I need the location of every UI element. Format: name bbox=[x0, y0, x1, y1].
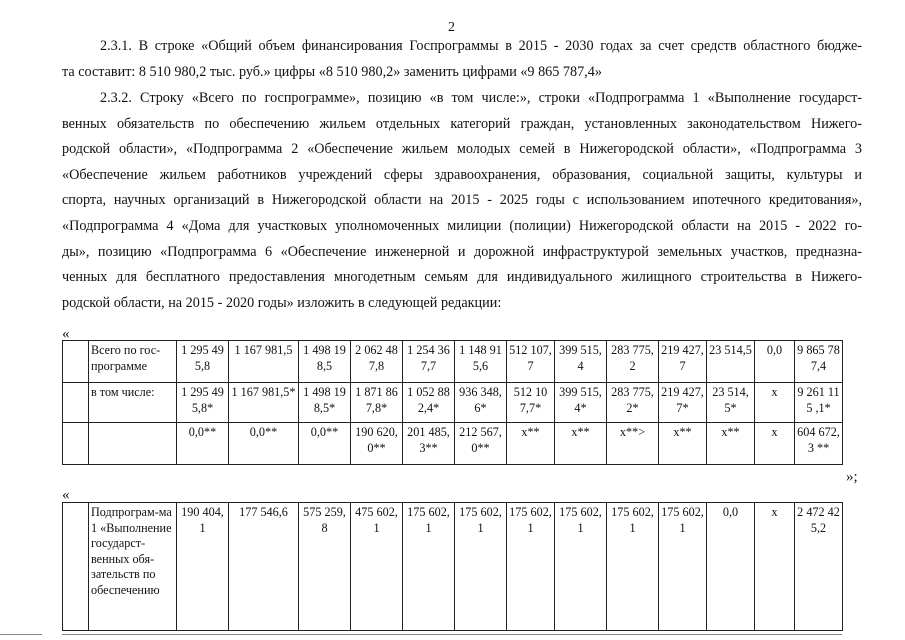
table-cell: 1 295 495,8* bbox=[177, 383, 229, 423]
table-cell: 201 485, 3** bbox=[403, 423, 455, 465]
table-cell: 936 348, 6* bbox=[455, 383, 507, 423]
text-line: 2.3.2. Строку «Всего по госпрограмме», позицию «в том числе:», строки «Подпрограмма 1 «Выполнение государст- bbox=[100, 90, 862, 106]
table-cell: 23 514,5 bbox=[707, 341, 755, 383]
table-cell: 1 498 198,5 bbox=[299, 341, 351, 383]
table-cell: 175 602,1 bbox=[507, 503, 555, 631]
financing-table-subprogram bbox=[62, 502, 843, 631]
table-cell: 190 620,0** bbox=[351, 423, 403, 465]
table-cell: 1 148 915,6 bbox=[455, 341, 507, 383]
table-cell: 175 602,1 bbox=[403, 503, 455, 631]
row-label-cell bbox=[89, 423, 177, 465]
table-cell: 1 167 981,5* bbox=[229, 383, 299, 423]
table-cell: 1 498 19 8,5* bbox=[299, 383, 351, 423]
table-cell: x bbox=[755, 383, 795, 423]
open-quote-2: « bbox=[62, 487, 70, 503]
text-line: ченных для бесплатного предоставления многодетным семьям для индивидуального жилищного строительства в Нижего- bbox=[62, 269, 862, 286]
table-cell: 0,0 bbox=[755, 341, 795, 383]
table-cell: 219 427, 7* bbox=[659, 383, 707, 423]
financing-table-totals bbox=[62, 340, 843, 465]
row-label-cell: Подпрограм-ма 1 «Выполнение государст-венных обя-зательств по обеспечению bbox=[89, 503, 177, 631]
text-line: «Обеспечение жильем работников учреждений сферы здравоохранения, образования, социальной защиты, культуры и bbox=[62, 166, 862, 183]
open-quote-1: « bbox=[62, 326, 70, 342]
table-cell: 0,0** bbox=[299, 423, 351, 465]
footer-rule bbox=[62, 634, 842, 635]
text-line: «Подпрограмма 4 «Дома для участковых уполномоченных милиции (полиции) Нижегородской области на 2015 - 2022 го- bbox=[62, 217, 862, 234]
table-row bbox=[63, 341, 843, 383]
table-cell: 175 602,1 bbox=[659, 503, 707, 631]
table-cell: 0,0** bbox=[177, 423, 229, 465]
table-cell: 190 404,1 bbox=[177, 503, 229, 631]
table-cell bbox=[63, 383, 89, 423]
table-row bbox=[63, 503, 843, 631]
table-cell: 1 254 367,7 bbox=[403, 341, 455, 383]
table-cell: 283 775,2 bbox=[607, 341, 659, 383]
table-cell bbox=[63, 503, 89, 631]
table-cell: 219 427,7 bbox=[659, 341, 707, 383]
table-cell: 512 10 7,7* bbox=[507, 383, 555, 423]
table-cell: x bbox=[755, 503, 795, 631]
table-cell: 177 546,6 bbox=[229, 503, 299, 631]
table-cell: 1 052 88 2,4* bbox=[403, 383, 455, 423]
table-cell: x bbox=[755, 423, 795, 465]
table-cell: 2 472 425,2 bbox=[795, 503, 843, 631]
page-number: 2 bbox=[448, 20, 455, 35]
table-cell: 23 514, 5* bbox=[707, 383, 755, 423]
row-label-cell: в том числе: bbox=[89, 383, 177, 423]
table-cell: 475 602,1 bbox=[351, 503, 403, 631]
table-cell: 0,0 bbox=[707, 503, 755, 631]
table-cell: 399 515,4 bbox=[555, 341, 607, 383]
table-row bbox=[63, 383, 843, 423]
footer-rule bbox=[0, 634, 42, 635]
table-cell: 399 515, 4* bbox=[555, 383, 607, 423]
table-cell: 283 775, 2* bbox=[607, 383, 659, 423]
table-cell: x**> bbox=[607, 423, 659, 465]
table-cell: 212 567,0** bbox=[455, 423, 507, 465]
table-cell: 604 672,3 ** bbox=[795, 423, 843, 465]
table-cell: x** bbox=[555, 423, 607, 465]
table-cell: 575 259,8 bbox=[299, 503, 351, 631]
table-cell: 175 602,1 bbox=[607, 503, 659, 631]
table-cell: 512 107,7 bbox=[507, 341, 555, 383]
text-line: родской области, на 2015 - 2020 годы» изложить в следующей редакции: bbox=[62, 294, 502, 311]
table-row bbox=[63, 423, 843, 465]
close-quote: »; bbox=[846, 469, 858, 485]
paragraph-2-3-2 bbox=[62, 86, 862, 316]
table-cell: 175 602,1 bbox=[555, 503, 607, 631]
table-cell: x** bbox=[507, 423, 555, 465]
table-cell: x** bbox=[659, 423, 707, 465]
table-cell: 0,0** bbox=[229, 423, 299, 465]
table-cell: 2 062 487,8 bbox=[351, 341, 403, 383]
text-line: 2.3.1. В строке «Общий объем финансирования Госпрограммы в 2015 - 2030 годах за счет средств областного бюдже- bbox=[100, 38, 862, 54]
table-cell: 175 602,1 bbox=[455, 503, 507, 631]
table-cell: 9 865 787,4 bbox=[795, 341, 843, 383]
text-line: родской области», «Подпрограмма 2 «Обеспечение жильем молодых семей в Нижегородской области», «Подпрограмма 3 bbox=[62, 141, 862, 158]
row-label-cell: Всего по гос-программе bbox=[89, 341, 177, 383]
text-line: спорта, научных организаций в Нижегородской области на 2015 - 2025 годы с использованием ипотечного кредитования», bbox=[62, 192, 862, 209]
table-cell: x** bbox=[707, 423, 755, 465]
table-cell bbox=[63, 341, 89, 383]
table-cell: 1 295 495,8 bbox=[177, 341, 229, 383]
text-line: та составит: 8 510 980,2 тыс. руб.» цифры «8 510 980,2» заменить цифрами «9 865 787,4» bbox=[62, 63, 602, 80]
text-line: венных обязательств по обеспечению жильем отдельных категорий граждан, установленных законодательством Нижего- bbox=[62, 115, 862, 132]
table-cell: 1 167 981,5 bbox=[229, 341, 299, 383]
paragraph-2-3-1 bbox=[62, 34, 862, 85]
table-cell: 9 261 115 ,1* bbox=[795, 383, 843, 423]
table-cell bbox=[63, 423, 89, 465]
table-cell: 1 871 86 7,8* bbox=[351, 383, 403, 423]
text-line: ды», позицию «Подпрограмма 6 «Обеспечение инженерной и дорожной инфраструктурой земельных участков, предназна- bbox=[62, 243, 862, 260]
